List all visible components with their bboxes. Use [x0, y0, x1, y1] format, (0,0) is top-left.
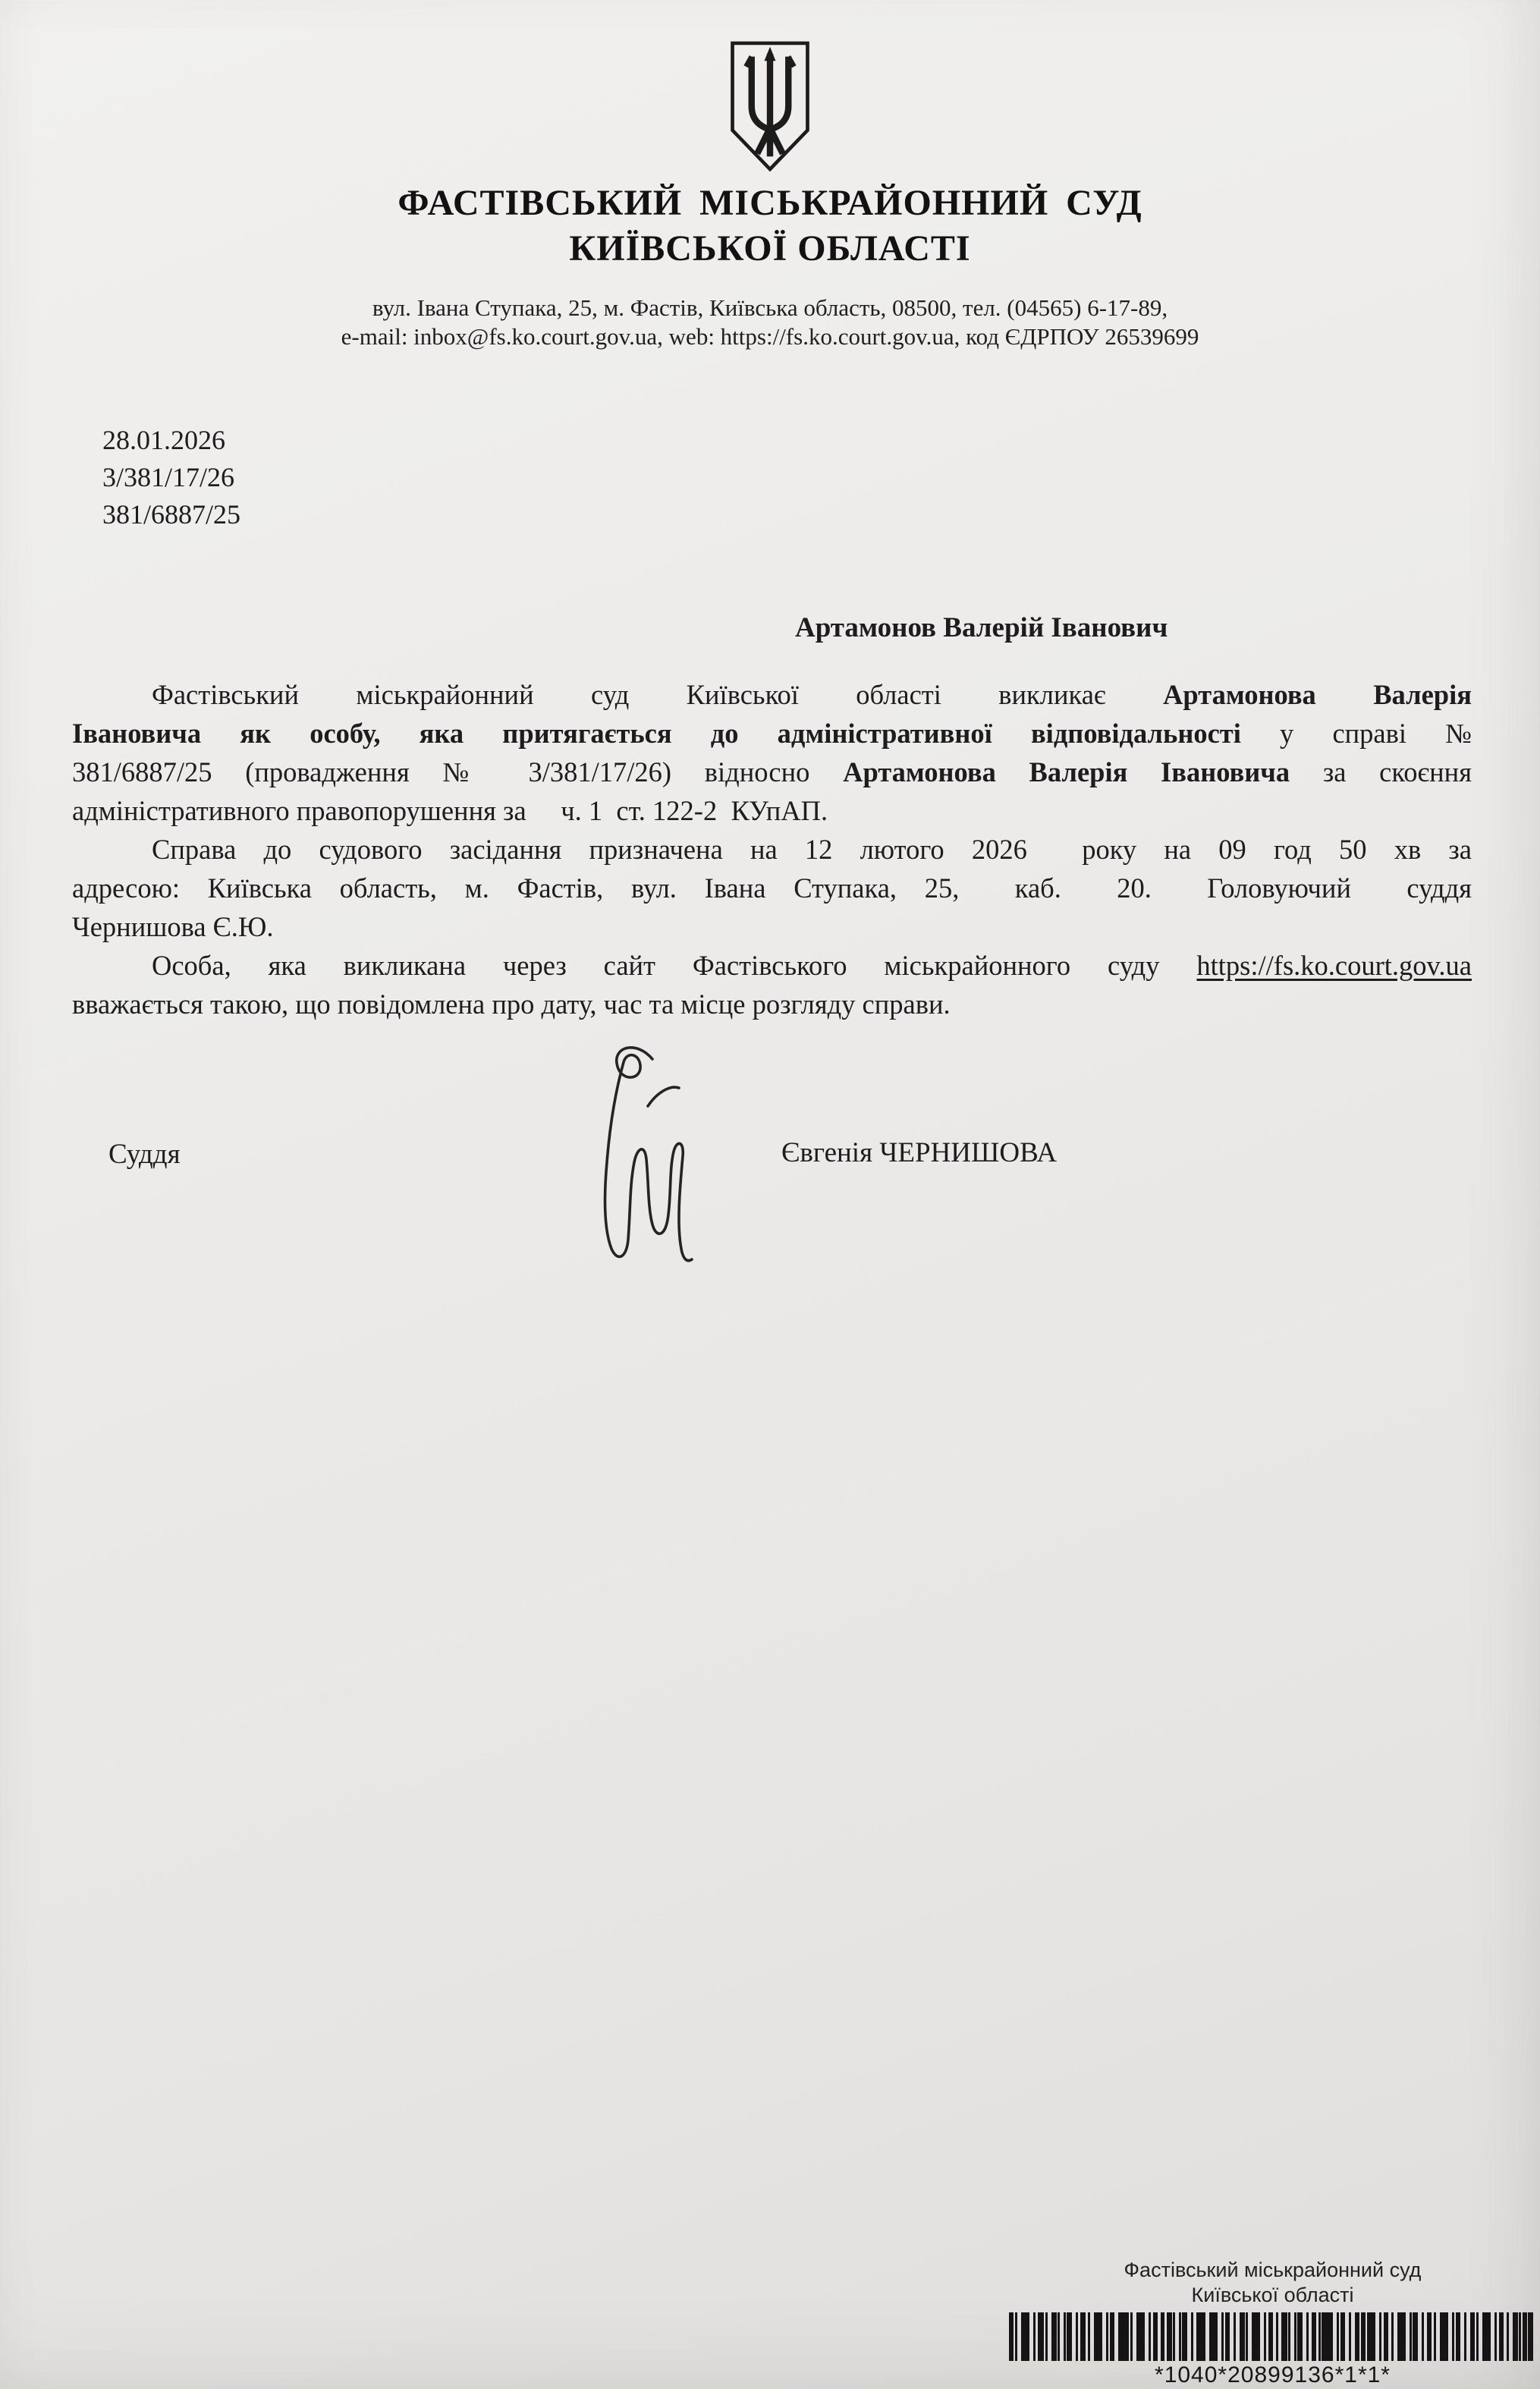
barcode-value: *1040*20899136*1*1*	[1155, 2362, 1391, 2387]
judge-name: Євгенія ЧЕРНИШОВА	[781, 1137, 1058, 1168]
text-run: Артамонова Валерія Івановича	[843, 756, 1290, 787]
body-line	[72, 985, 1472, 1023]
court-name-line1: ФАСТІВСЬКИЙ МІСЬКРАЙОННИЙ СУД	[398, 183, 1142, 223]
judge-title-label: Суддя	[108, 1139, 181, 1170]
text-run: Івановича як особу, яка притягається до адміністративної відповідальності	[72, 718, 1241, 749]
text-run: адміністративного правопорушення за ч. 1 ст. 122-2 КУпАП.	[72, 795, 828, 826]
handwritten-signature-icon	[563, 1033, 722, 1272]
body-line	[72, 946, 1472, 985]
text-run: Артамонова Валерія	[1163, 679, 1472, 710]
text-run: 381/6887/25 (провадження № 3/381/17/26) відносно	[72, 756, 844, 787]
registration-stamp	[1009, 2258, 1536, 2388]
addressee-name: Артамонов Валерій Іванович	[795, 612, 1168, 643]
text-run: Фастівський міськрайонний суд Київської області викликає	[152, 679, 1164, 710]
body-line	[72, 830, 1472, 869]
body-line	[72, 791, 1472, 830]
text-run: у справі №	[1240, 718, 1472, 749]
case-number: 381/6887/25	[102, 499, 241, 530]
text-run: Особа, яка викликана через сайт Фастівського міськрайонного суду	[152, 950, 1197, 981]
text-run: вважається такою, що повідомлена про дату, час та місце розгляду справи.	[72, 989, 951, 1020]
text-run: за скоєння	[1290, 756, 1472, 787]
court-website-link: https://fs.ko.court.gov.ua	[1196, 950, 1472, 981]
body-line	[72, 869, 1472, 907]
court-contacts-line: e-mail: inbox@fs.ko.court.gov.ua, web: https://fs.ko.court.gov.ua, код ЄДРПОУ 26539699	[341, 323, 1199, 350]
proceeding-number: 3/381/17/26	[102, 462, 235, 492]
stamp-court-name: Фастівський міськрайонний суд	[1124, 2259, 1422, 2281]
document-date: 28.01.2026	[102, 425, 225, 455]
reference-block	[102, 422, 240, 533]
court-name-line2: КИЇВСЬКОЇ ОБЛАСТІ	[569, 228, 971, 269]
court-address-line: вул. Івана Ступака, 25, м. Фастів, Київська область, 08500, тел. (04565) 6-17-89,	[372, 294, 1168, 321]
summons-body	[72, 675, 1472, 1023]
body-line	[72, 675, 1472, 714]
text-run: Чернишова Є.Ю.	[72, 911, 274, 942]
body-line	[72, 753, 1472, 791]
text-run: Справа до судового засідання призначена на 12 лютого 2026 року на 09 год 50 хв за	[152, 834, 1472, 865]
tryzub-emblem-icon	[728, 38, 812, 178]
body-line	[72, 714, 1472, 753]
stamp-court-region: Київської області	[1191, 2284, 1354, 2306]
text-run: адресою: Київська область, м. Фастів, вул. Івана Ступака, 25, каб. 20. Головуючий суддя	[72, 872, 1472, 904]
body-line	[72, 907, 1472, 946]
barcode-icon	[1009, 2312, 1536, 2361]
